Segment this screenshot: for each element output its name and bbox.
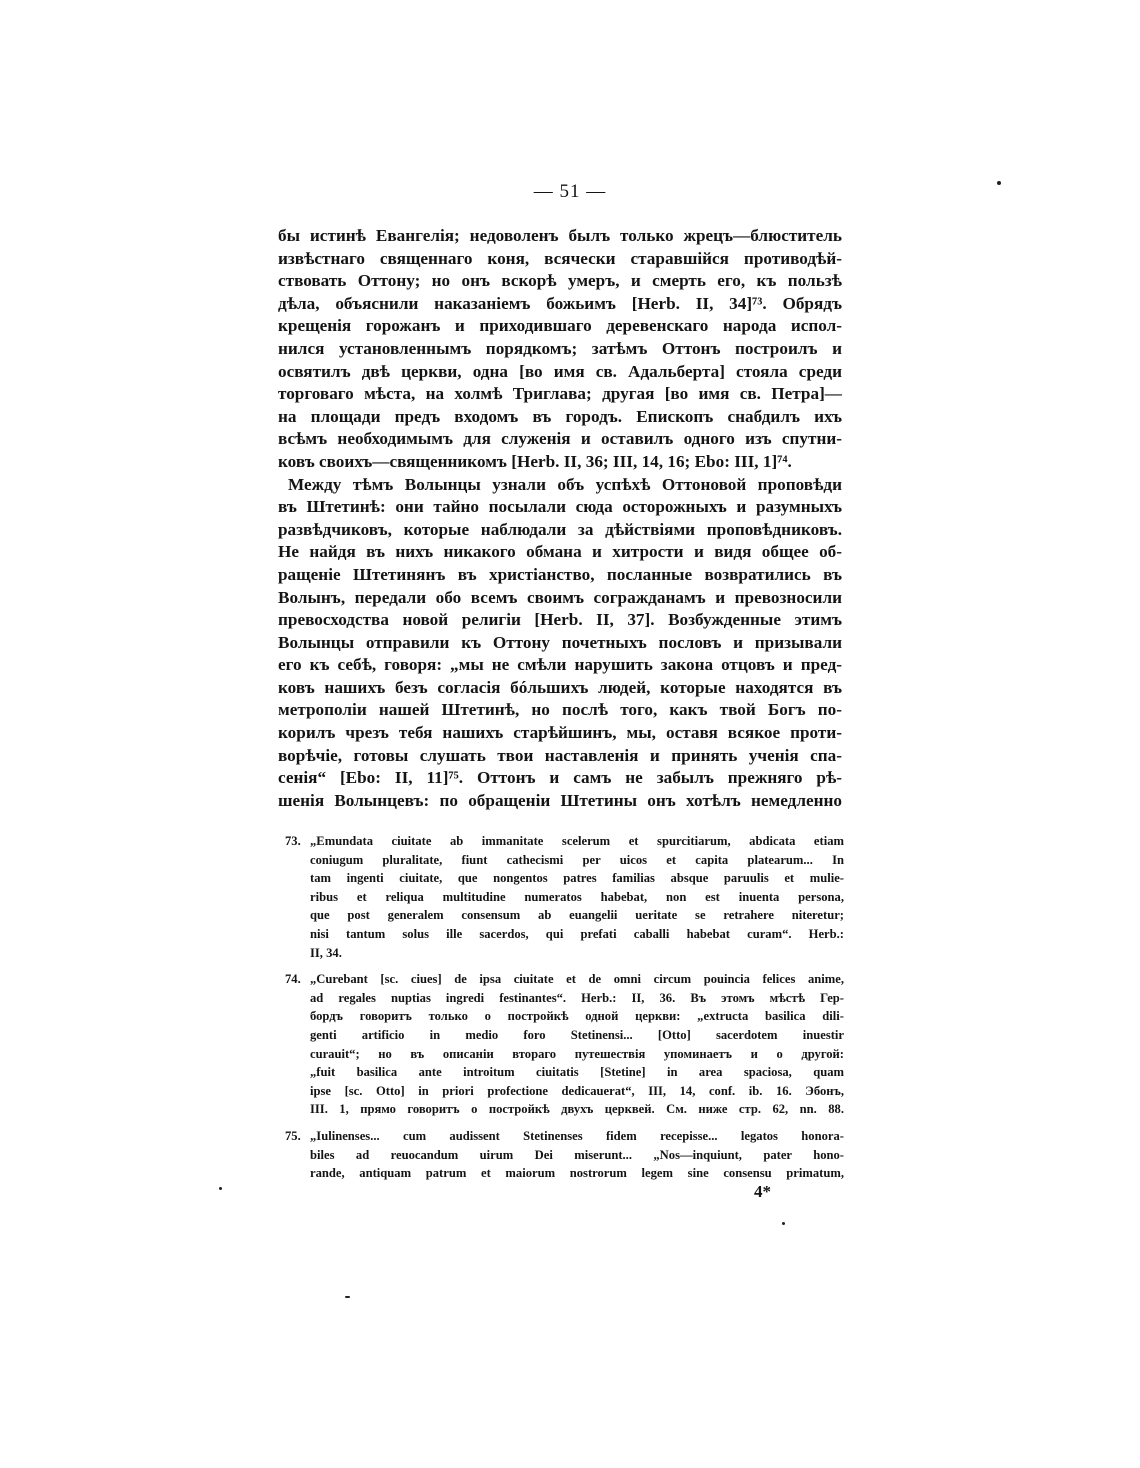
text-line: метрополіи нашей Штетинѣ, но послѣ того, какъ твой Богъ по- <box>278 700 842 720</box>
text-line: Волынцы отправили къ Оттону почетныхъ пословъ и призывали <box>278 632 842 652</box>
footnote-74 <box>278 970 844 1119</box>
footnotes <box>278 832 844 1191</box>
scan-speck <box>997 181 1001 185</box>
text-line: извѣстнаго священнаго коня, всячески старавшійся противодѣй- <box>278 248 842 268</box>
text-line: ствовать Оттону; но онъ вскорѣ умеръ, и смерть его, къ пользѣ <box>278 271 842 291</box>
paragraph-1 <box>278 225 842 474</box>
footnote-number: 74. <box>285 972 301 987</box>
footnote-75 <box>278 1127 844 1183</box>
text-line: Не найдя въ нихъ никакого обмана и хитрости и видя общее об- <box>278 542 842 562</box>
footnote-line: ad regales nuptias ingredi festinantes“. Herb.: II, 36. Въ этомъ мѣстѣ Гер- <box>310 990 844 1005</box>
footnote-line: ribus et reliqua multitudine numeratos habebat, non est inuenta persona, <box>310 889 844 904</box>
footnote-line: curauit“; но въ описаніи втораго путешествія упоминаетъ и о другой: <box>310 1046 844 1061</box>
footnote-line: coniugum pluralitate, fiunt cathecismi per uicos et capita platearum... In <box>310 852 844 867</box>
footnote-number: 75. <box>285 1128 301 1143</box>
scan-speck <box>345 1296 350 1298</box>
text-line: ковъ нашихъ безъ согласія бóльшихъ людей, которые находятся въ <box>278 677 842 697</box>
footnote-body <box>310 1127 844 1183</box>
footnote-line: III. 1, прямо говоритъ о постройкѣ двухъ церквей. См. ниже стр. 62, nn. 88. <box>310 1102 844 1117</box>
text-line: всѣмъ необходимымъ для служенія и оставилъ одного изъ спутни- <box>278 429 842 449</box>
signature-mark: 4* <box>754 1182 771 1201</box>
footnote-line: genti artificio in medio foro Stetinensi... [Otto] sacerdotem inuestir <box>310 1027 844 1042</box>
text-line: бы истинѣ Евангелія; недоволенъ былъ только жрецъ—блюститель <box>278 226 842 245</box>
text-line: сенія“ [Ebo: II, 11]⁷⁵. Оттонъ и самъ не забылъ прежняго рѣ- <box>278 768 842 788</box>
text-line: Волынъ, передали обо всемъ своимъ согражданамъ и превозносили <box>278 587 842 607</box>
footnote-line: tam ingenti ciuitate, que nongentos patres familias absque paruulis et mulie- <box>310 871 844 886</box>
footnote-line: biles ad reuocandum uirum Dei miserunt... „Nos—inquiunt, pater hono- <box>310 1147 844 1162</box>
footnote-line: „fuit basilica ante introitum ciuitatis [Stetine] in area spaciosa, quam <box>310 1065 844 1080</box>
footnote-line: II, 34. <box>310 945 342 960</box>
text-line: развѣдчиковъ, которые наблюдали за дѣйствіями проповѣдниковъ. <box>278 519 842 539</box>
text-line: его къ себѣ, говоря: „мы не смѣли нарушить закона отцовъ и пред- <box>278 655 842 675</box>
page-number: — 51 — <box>533 181 607 202</box>
footnote-line: rande, antiquam patrum et maiorum nostrorum legem sine consensu primatum, <box>310 1166 844 1181</box>
footnote-line: „Curebant [sc. ciues] de ipsa ciuitate et de omni circum pouincia felices anime, <box>310 972 844 987</box>
footnote-line: nisi tantum solus ille sacerdos, qui prefati caballi habebat curam“. Herb.: <box>310 926 844 941</box>
text-line: Между тѣмъ Волынцы узнали объ успѣхѣ Оттоновой проповѣди <box>288 474 842 494</box>
footnote-body <box>310 970 844 1119</box>
text-line: ворѣчіе, готовы слушать твои наставленія и принять ученія спа- <box>278 745 842 765</box>
text-line: торговаго мѣста, на холмѣ Триглава; другая [во имя св. Петра]— <box>278 384 842 404</box>
paragraph-2 <box>278 474 842 813</box>
text-line: корилъ чрезъ тебя нашихъ старѣйшинъ, мы, оставя всякое проти- <box>278 723 842 743</box>
text-line: ковъ своихъ—священникомъ [Herb. II, 36; III, 14, 16; Ebo: III, 1]⁷⁴. <box>278 451 792 471</box>
footnote-line: que post generalem consensum ab euangelii ueritate se retrahere niteretur; <box>310 908 844 923</box>
scan-speck <box>782 1222 785 1225</box>
text-line: нился установленнымъ порядкомъ; затѣмъ Оттонъ построилъ и <box>278 338 842 358</box>
text-line: шенія Волынцевъ: по обращеніи Штетины онъ хотѣлъ немедленно <box>278 790 842 810</box>
main-text <box>278 225 842 812</box>
text-line: ращеніе Штетинянъ въ христіанство, посланные возвратились въ <box>278 564 842 584</box>
footnote-number: 73. <box>285 834 301 848</box>
text-line: освятилъ двѣ церкви, одна [во имя св. Адальберта] стояла среди <box>278 361 842 381</box>
footnote-line: „Emundata ciuitate ab immanitate scelerum et spurcitiarum, abdicata etiam <box>310 834 844 848</box>
footnote-73 <box>278 832 844 962</box>
footnote-line: ipse [sc. Otto] in priori profectione dedicauerat“, III, 14, conf. ib. 16. Эбонъ, <box>310 1083 844 1098</box>
footnote-line: бордъ говоритъ только о постройкѣ одной церкви: „extructa basilica dili- <box>310 1009 844 1024</box>
text-line: крещенія горожанъ и приходившаго деревенскаго народа испол- <box>278 316 842 336</box>
text-line: на площади предъ входомъ въ городъ. Епископъ снабдилъ ихъ <box>278 406 842 426</box>
text-line: въ Штетинѣ: они тайно посылали сюда осторожныхъ и разумныхъ <box>278 497 842 517</box>
text-line: превосходства новой религіи [Herb. II, 37]. Возбужденные этимъ <box>278 610 842 630</box>
scan-speck <box>219 1187 222 1190</box>
text-line: дѣла, объяснили наказаніемъ божьимъ [Herb. II, 34]⁷³. Обрядъ <box>278 293 842 313</box>
footnote-line: „Iulinenses... cum audissent Stetinenses fidem recepisse... legatos honora- <box>310 1128 844 1143</box>
footnote-body <box>310 832 844 962</box>
